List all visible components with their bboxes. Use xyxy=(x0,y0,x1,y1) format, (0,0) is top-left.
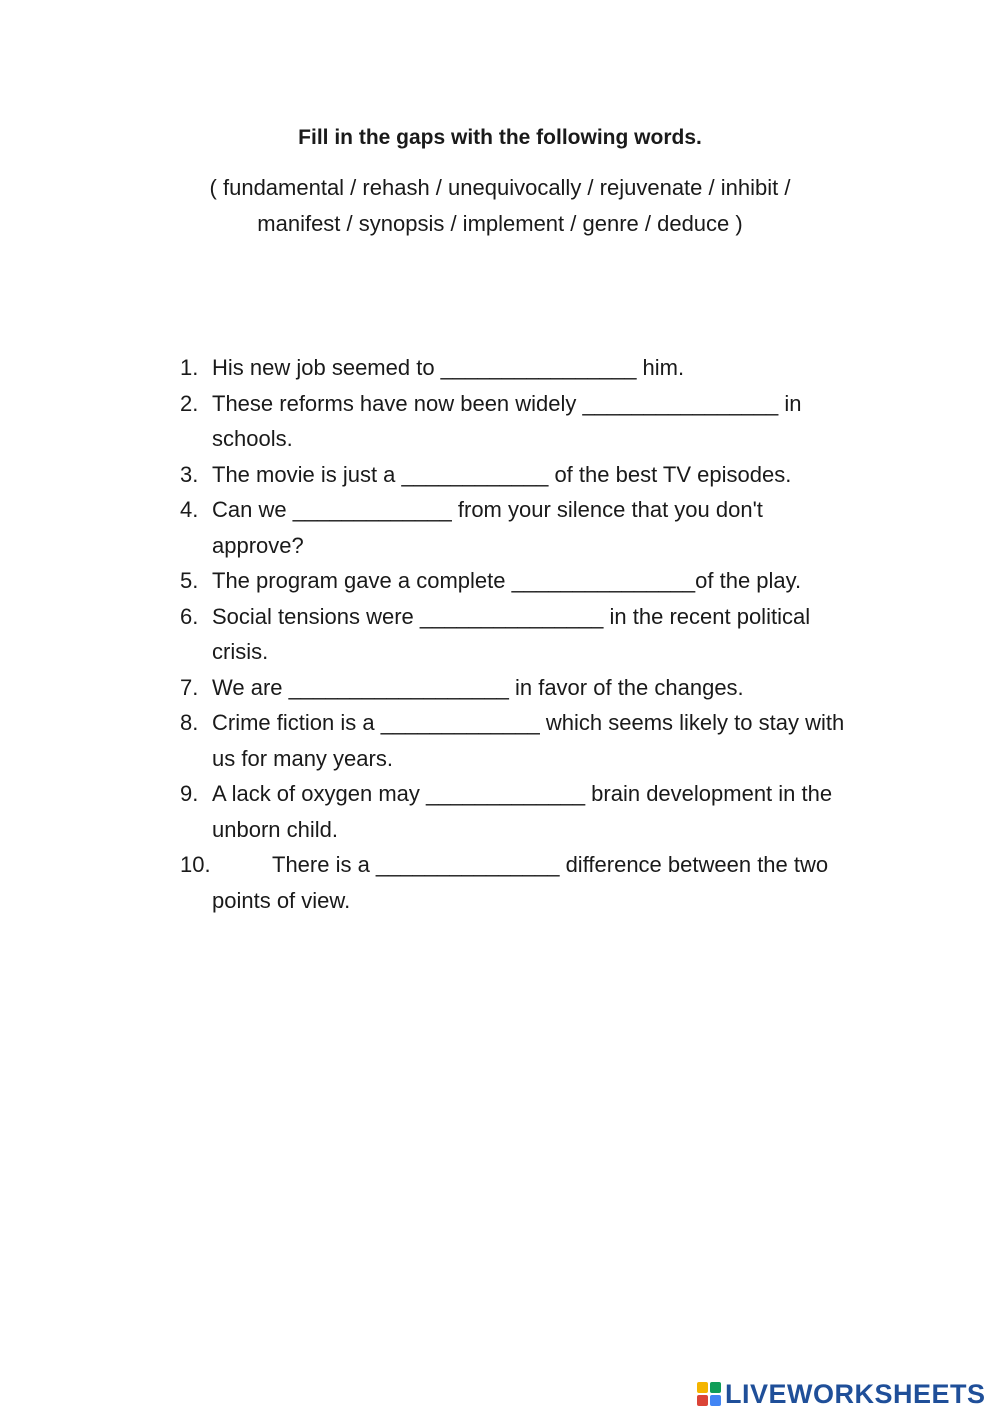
question-number: 1. xyxy=(180,355,199,380)
question-text: A lack of oxygen may _____________ brain development in the unborn child. xyxy=(212,781,833,842)
question-number: 2. xyxy=(180,390,199,416)
question-text: There is a _______________ difference between the two points of view. xyxy=(212,852,829,913)
logo-text: LIVEWORKSHEETS xyxy=(725,1378,986,1409)
question-number: 5. xyxy=(180,568,199,593)
question-item xyxy=(180,492,860,563)
liveworksheets-logo xyxy=(697,1378,986,1410)
question-text: These reforms have now been widely ________________ in schools. xyxy=(212,390,802,451)
logo-square-icon xyxy=(697,1382,708,1393)
question-item xyxy=(180,599,860,670)
logo-square-icon xyxy=(710,1395,721,1406)
question-number: 10. xyxy=(180,852,211,877)
question-text: We are __________________ in favor of the changes. xyxy=(212,674,744,700)
word-bank-line-1: ( fundamental / rehash / unequivocally / rejuvenate / inhibit / xyxy=(209,175,791,200)
question-item xyxy=(180,350,860,386)
question-number: 4. xyxy=(180,497,199,522)
question-number: 7. xyxy=(180,674,199,700)
question-item xyxy=(180,670,860,706)
question-list xyxy=(180,350,860,918)
question-item xyxy=(180,705,860,776)
logo-square-icon xyxy=(710,1382,721,1393)
question-number: 8. xyxy=(180,710,199,735)
question-item xyxy=(180,776,860,847)
word-bank-line-2: manifest / synopsis / implement / genre / deduce ) xyxy=(257,211,743,236)
question-number: 6. xyxy=(180,603,199,629)
question-item xyxy=(180,563,860,599)
logo-mark-icon xyxy=(697,1382,721,1406)
question-text: His new job seemed to ________________ him. xyxy=(212,355,685,380)
question-text: Crime fiction is a _____________ which seems likely to stay with us for many years. xyxy=(212,710,845,771)
question-item xyxy=(180,386,860,457)
question-text: Social tensions were _______________ in the recent political crisis. xyxy=(212,603,811,664)
question-text: Can we _____________ from your silence that you don't approve? xyxy=(212,497,763,558)
question-item xyxy=(180,457,860,493)
question-number: 3. xyxy=(180,461,199,487)
question-number: 9. xyxy=(180,781,199,806)
logo-square-icon xyxy=(697,1395,708,1406)
worksheet-title: Fill in the gaps with the following words. xyxy=(298,126,702,149)
question-text: The program gave a complete _______________of the play. xyxy=(212,568,802,593)
word-bank xyxy=(130,170,870,242)
question-item xyxy=(180,847,860,918)
question-text: The movie is just a ____________ of the best TV episodes. xyxy=(212,461,792,487)
